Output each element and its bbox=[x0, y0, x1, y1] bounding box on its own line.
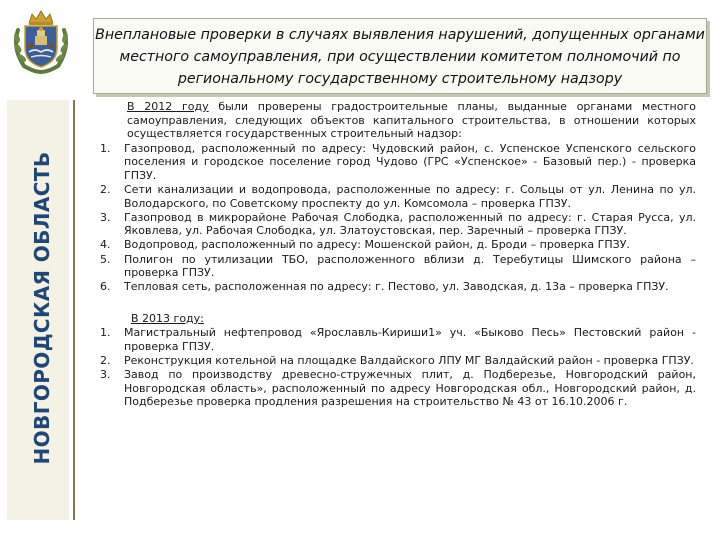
list-item bbox=[100, 368, 696, 409]
item-text: Сети канализации и водопровода, расположенные по адресу: г. Сольцы от ул. Ленина по ул. Володарского, по Советскому проспекту до ул. Комсомола – проверка ГПЗУ. bbox=[124, 183, 696, 210]
item-text: Магистральный нефтепровод «Ярославль-Кириши1» уч. «Быково Песь» Пестовский район - проверка ГПЗУ. bbox=[124, 326, 696, 353]
item-text: Тепловая сеть, расположенная по адресу: г. Пестово, ул. Заводская, д. 13а – проверка ГПЗУ. bbox=[124, 280, 669, 294]
list-item bbox=[100, 326, 696, 353]
item-text: Газопровод в микрорайоне Рабочая Слободка, расположенный по адресу: г. Старая Русса, ул. Яковлева, ул. Рабочая Слободка, ул. Златоустовская, пер. Заречный – проверка ГПЗУ. bbox=[124, 210, 696, 238]
item-number: 1. bbox=[100, 141, 111, 155]
item-number: 1. bbox=[100, 326, 111, 340]
item-text: Реконструкция котельной на площадке Валдайского ЛПУ МГ Валдайский район - проверка ГПЗУ. bbox=[124, 354, 694, 368]
item-number: 4. bbox=[100, 238, 111, 252]
item-text: Газопровод, расположенный по адресу: Чудовский район, с. Успенское Успенского сельского поселения и городское поселение город Чудово (ГРС «Успенское» - Базовый пер.) - проверка ГПЗУ. bbox=[124, 141, 696, 182]
item-number: 6. bbox=[100, 280, 111, 294]
list-item bbox=[100, 238, 696, 252]
region-title: НОВГОРОДСКАЯ ОБЛАСТЬ bbox=[30, 151, 54, 465]
slide-header bbox=[93, 18, 707, 94]
list-item bbox=[100, 253, 696, 280]
list-2012 bbox=[100, 142, 696, 294]
list-item bbox=[100, 211, 696, 238]
item-number: 2. bbox=[100, 354, 111, 368]
list-item bbox=[100, 354, 696, 368]
item-number: 2. bbox=[100, 183, 111, 197]
intro-2013 bbox=[100, 312, 696, 326]
year-2013-label: В 2013 году: bbox=[131, 311, 204, 325]
slide-title: Внеплановые проверки в случаях выявления нарушений, допущенных органами местного самоуправления, при осуществлении комитетом полномочий по региональному государственному строительному надзору bbox=[95, 27, 705, 87]
item-text: Водопровод, расположенный по адресу: Мошенской район, д. Броди – проверка ГПЗУ. bbox=[124, 238, 630, 252]
slide-body bbox=[100, 100, 696, 409]
list-item bbox=[100, 183, 696, 210]
year-2012-label: В 2012 году bbox=[127, 100, 209, 113]
intro-2012-text: были проверены градостроительные планы, выданные органами местного самоуправления, следующих объектов капитального строительства, в отношении которых осуществляется государственных строительный надзор: bbox=[127, 100, 696, 141]
sidebar-divider bbox=[73, 100, 75, 520]
list-2013 bbox=[100, 326, 696, 409]
item-number: 5. bbox=[100, 252, 111, 266]
coat-of-arms-emblem bbox=[10, 8, 72, 74]
intro-2012 bbox=[100, 100, 696, 141]
item-number: 3. bbox=[100, 368, 111, 382]
item-number: 3. bbox=[100, 210, 111, 224]
item-text: Полигон по утилизации ТБО, расположенного вблизи д. Теребутицы Шимского района – проверка ГПЗУ. bbox=[124, 252, 696, 280]
list-item bbox=[100, 280, 696, 294]
item-text: Завод по производству древесно-стружечных плит, д. Подберезье, Новгородский район, Новгородская область», расположенный по адресу Новгородская обл., Новгородский район, д. Подберезье проверка продления разрешения на строительство № 43 от 16.10.2006 г. bbox=[124, 368, 696, 409]
list-item bbox=[100, 142, 696, 183]
